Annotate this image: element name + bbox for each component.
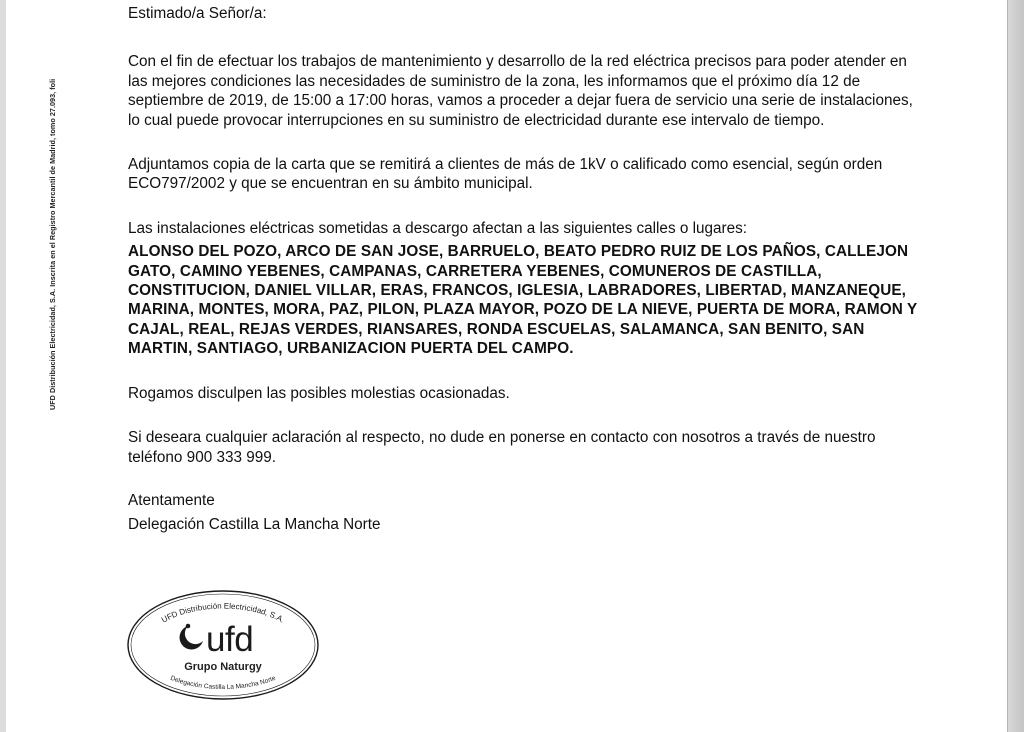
stamp-logo [176,620,270,659]
stamp-bottom-arc-text: Delegación Castilla La Mancha Norte [169,674,277,691]
letter-closing: Atentamente [128,491,215,509]
letter-greeting: Estimado/a Señor/a: [128,5,267,22]
svg-text:Delegación Castilla La Mancha [169,675,277,691]
letter-paragraph-outage: Con el fin de efectuar los trabajos de mantenimiento y desarrollo de la red eléctrica precisos para poder atender en las mejores condiciones las necesidades de suministro de la zona, les informamos que el próximo día 12 de septiembre de 2019, de 15:00 a 17:00 horas, vamos a proceder a dejar fuera de servicio una serie de instalaciones, lo cual puede provocar interrupciones en su suministro de electricidad durante ese intervalo de tiempo. [128,53,913,129]
left-margin-strip [0,0,6,732]
letter-body [128,4,928,535]
streets-list: ALONSO DEL POZO, ARCO DE SAN JOSE, BARRUELO, BEATO PEDRO RUIZ DE LOS PAÑOS, CALLEJON GATO, CAMINO YEBENES, CAMPANAS, CARRETERA YEBENES, COMUNEROS DE CASTILLA, CONSTITUCION, DANIEL VILLAR, ERAS, FRANCOS, IGLESIA, LABRADORES, LIBERTAD, MANZANEQUE, MARINA, MONTES, MORA, PAZ, PILON, PLAZA MAYOR, POZO DE LA NIEVE, PUERTA DE MORA, RAMON Y CAJAL, REAL, REJAS VERDES, RIANSARES, RONDA ESCUELAS, SALAMANCA, SAN BENITO, SAN MARTIN, SANTIAGO, URBANIZACION PUERTA DEL CAMPO. [128,243,917,358]
letter-apology: Rogamos disculpen las posibles molestias ocasionadas. [128,384,510,402]
registry-side-note-text: UFD Distribución Electricidad, S.A. Inscrita en el Registro Mercantil de Madrid, tomo 27.093, foli [48,78,57,410]
streets-intro: Las instalaciones eléctricas sometidas a descargo afectan a las siguientes calles o lugares: [128,219,748,237]
stamp-group-name: Grupo Naturgy [184,661,262,673]
letter-contact: Si deseara cualquier aclaración al respecto, no dude en ponerse en contacto con nosotros a través de nuestro teléfono 900 333 999. [128,429,876,466]
registry-side-note [47,0,61,420]
letter-signature: Delegación Castilla La Mancha Norte [128,516,381,534]
company-stamp [126,589,320,701]
right-margin-strip [1008,0,1024,732]
stamp-top-arc-text: UFD Distribución Electricidad, S.A. [159,601,287,625]
stamp-logo-text: ufd [206,620,254,659]
letter-paragraph-attachment: Adjuntamos copia de la carta que se remitirá a clientes de más de 1kV o calificado como esencial, según orden ECO797/2002 y que se encuentran en su ámbito municipal. [128,156,883,193]
